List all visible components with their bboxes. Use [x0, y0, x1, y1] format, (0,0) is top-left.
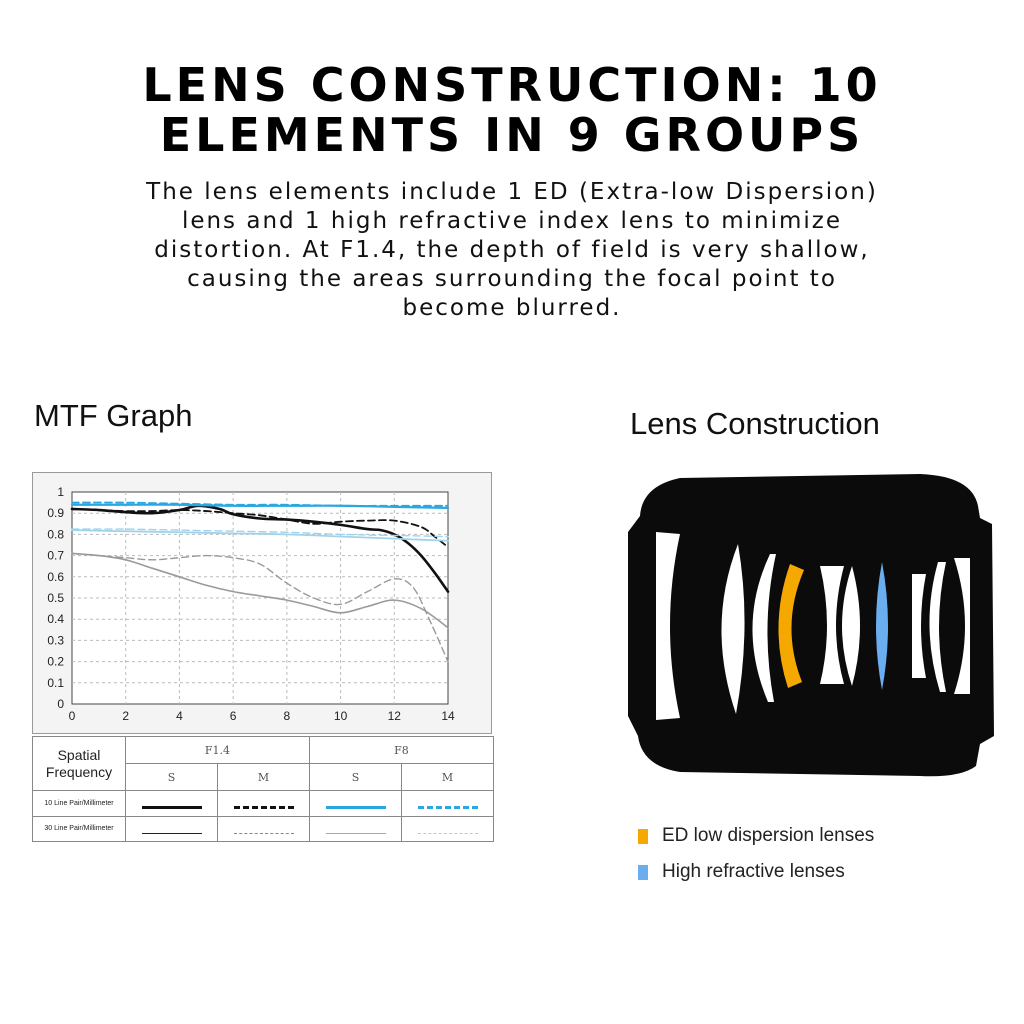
lens-legend: [638, 818, 874, 890]
description-line: The lens elements include 1 ED (Extra-low Dispersion): [146, 179, 878, 205]
y-tick-label: 0.9: [47, 506, 64, 521]
lens-barrel: [628, 474, 994, 776]
x-tick-label: 2: [122, 709, 130, 723]
group-f14-header: F1.4: [126, 737, 310, 764]
legend-label-high-refractive: High refractive lenses: [662, 861, 845, 882]
mtf-heading: MTF Graph: [34, 398, 193, 433]
row-30lp-label: 30 Line Pair/Millimeter: [33, 816, 126, 842]
f14-s-header: S: [126, 764, 218, 791]
lens-construction-diagram: [620, 466, 1000, 786]
legend-swatch-f8-m-10: [402, 791, 494, 817]
spatial-label: Spatial: [57, 746, 101, 763]
y-tick-label: 0.4: [47, 612, 64, 627]
legend-label-ed: ED low dispersion lenses: [662, 825, 875, 846]
legend-swatch-f8-s-30: [310, 816, 402, 842]
row-10lp-label: 10 Line Pair/Millimeter: [33, 791, 126, 817]
x-tick-label: 8: [283, 709, 291, 723]
group-f8-header: F8: [310, 737, 494, 764]
f8-s-header: S: [310, 764, 402, 791]
f8-m-header: M: [402, 764, 494, 791]
y-tick-label: 0.7: [47, 548, 64, 563]
y-tick-label: 0.8: [47, 527, 64, 542]
description-line: lens and 1 high refractive index lens to minimize: [181, 208, 843, 234]
spatial-frequency-header: [33, 737, 126, 791]
y-tick-label: 0.1: [47, 675, 64, 690]
x-tick-label: 14: [441, 709, 455, 723]
legend-swatch-f14-m-10: [218, 791, 310, 817]
description: [112, 178, 912, 323]
x-tick-label: 4: [176, 709, 183, 723]
mtf-legend-table: [32, 736, 494, 842]
y-tick-label: 0.2: [47, 654, 64, 669]
description-line: become blurred.: [402, 295, 622, 321]
legend-item-ed: [638, 818, 874, 854]
x-tick-label: 12: [387, 709, 401, 723]
y-tick-label: 0.3: [47, 633, 64, 648]
lens-heading: Lens Construction: [630, 406, 880, 441]
x-tick-label: 0: [68, 709, 76, 723]
legend-swatch-f14-m-30: [218, 816, 310, 842]
x-tick-label: 10: [333, 709, 348, 723]
description-line: causing the areas surrounding the focal point to: [187, 266, 837, 292]
mtf-chart: [32, 472, 492, 734]
frequency-label: Frequency: [45, 763, 113, 780]
y-tick-label: 1: [57, 485, 64, 499]
title-line-1: LENS CONSTRUCTION: 10: [142, 58, 882, 112]
title-line-2: ELEMENTS IN 9 GROUPS: [159, 108, 865, 162]
description-line: distortion. At F1.4, the depth of field is very shallow,: [154, 237, 870, 263]
f14-m-header: M: [218, 764, 310, 791]
legend-swatch-f8-m-30: [402, 816, 494, 842]
legend-swatch-f8-s-10: [310, 791, 402, 817]
ed-color-swatch: [638, 829, 648, 844]
legend-item-high-refractive: [638, 854, 874, 890]
page-title: [0, 60, 1024, 160]
y-tick-label: 0: [57, 697, 64, 711]
y-tick-label: 0.5: [47, 591, 64, 605]
legend-swatch-f14-s-10: [126, 791, 218, 817]
legend-swatch-f14-s-30: [126, 816, 218, 842]
high-refractive-color-swatch: [638, 865, 648, 880]
x-tick-label: 6: [229, 709, 237, 723]
y-tick-label: 0.6: [47, 569, 64, 584]
